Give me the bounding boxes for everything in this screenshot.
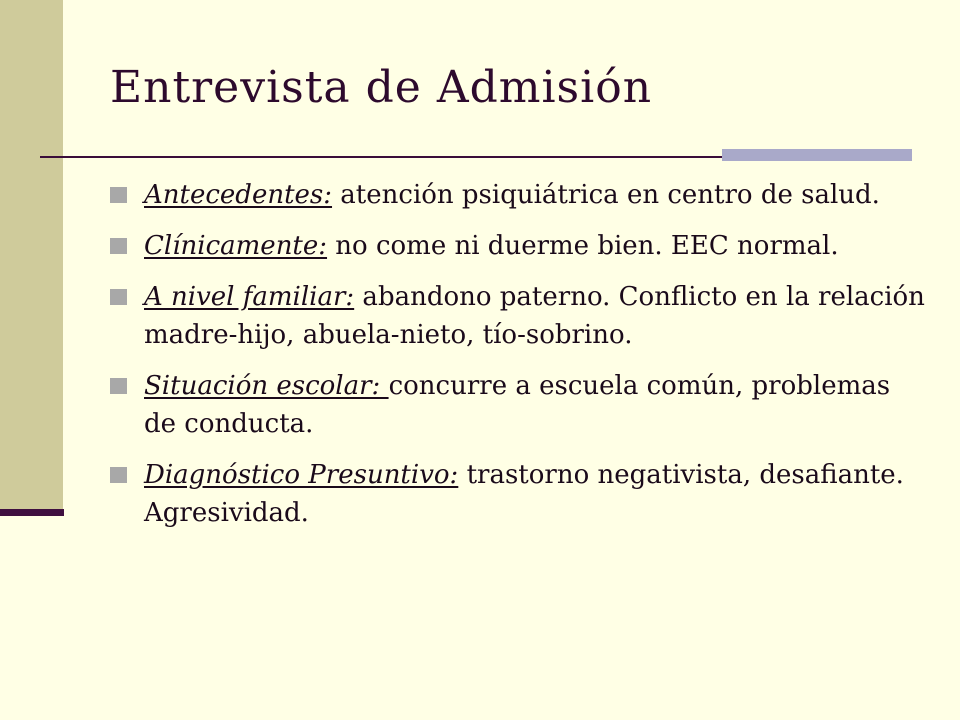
square-bullet-icon — [110, 238, 127, 254]
bullet-term: Diagnóstico Presuntivo: — [144, 460, 459, 490]
bullet-list — [108, 176, 928, 545]
bullet-term: Situación escolar: — [144, 371, 389, 401]
bullet-item-situacion-escolar — [108, 367, 928, 443]
bullet-item-diagnostico — [108, 456, 928, 532]
bullet-text: trastorno negativista, desafiante. Agresividad. — [144, 460, 904, 528]
bullet-text: atención psiquiátrica en centro de salud. — [332, 180, 880, 210]
left-band-accent-line — [0, 509, 64, 516]
square-bullet-icon — [110, 289, 127, 305]
bullet-term: Antecedentes: — [144, 180, 333, 210]
square-bullet-icon — [110, 467, 127, 483]
bullet-item-antecedentes — [108, 176, 928, 214]
title-divider-accent — [722, 149, 912, 161]
bullet-text: abandono paterno. Conflicto en la relación madre-hijo, abuela-nieto, tío-sobrino. — [144, 282, 925, 350]
square-bullet-icon — [110, 378, 127, 394]
bullet-text: no come ni duerme bien. EEC normal. — [327, 231, 839, 261]
bullet-term: A nivel familiar: — [144, 282, 355, 312]
slide-title: Entrevista de Admisión — [110, 62, 653, 113]
bullet-term: Clínicamente: — [144, 231, 328, 261]
square-bullet-icon — [110, 187, 127, 203]
left-decorative-band — [0, 0, 63, 512]
bullet-item-nivel-familiar — [108, 278, 928, 354]
bullet-item-clinicamente — [108, 227, 928, 265]
bullet-text: concurre a escuela común, problemas de conducta. — [144, 371, 891, 439]
